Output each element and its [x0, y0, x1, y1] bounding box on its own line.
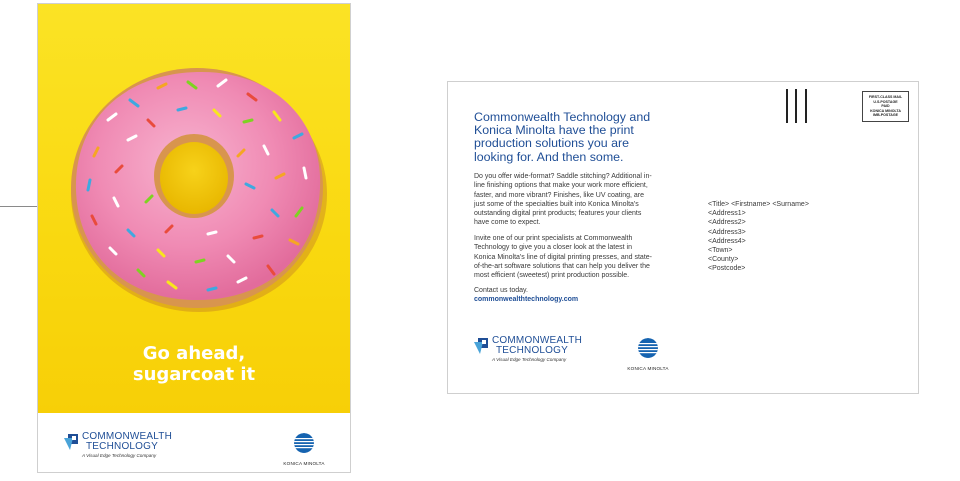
postage-line: U.S.POSTAGE [873, 99, 898, 104]
commonwealth-mark-icon [64, 432, 80, 452]
imb-barcode [786, 89, 816, 123]
postcard-front [37, 3, 351, 473]
commonwealth-name-line1: COMMONWEALTH [82, 431, 172, 442]
commonwealth-logo-back [474, 336, 584, 364]
barcode-bar [786, 89, 788, 123]
address-line: <Postcode> [708, 265, 746, 273]
body-line: Technology to give you a closer look at the latest in [474, 244, 632, 252]
front-image-panel [38, 4, 350, 413]
body-line: just some of the specialties built into Konica Minolta's [474, 200, 639, 208]
body-line: outstanding digital print products; features your clients [474, 210, 642, 218]
postage-indicia [862, 91, 909, 122]
front-footer [38, 413, 350, 472]
postage-line: FIRST-CLASS MAIL [868, 95, 903, 99]
contact-text: Contact us today. [474, 287, 528, 294]
konica-globe-icon [638, 338, 658, 358]
body-line: Do you offer wide-format? Saddle stitching? Additional in- [474, 173, 652, 180]
back-title-line: looking for. And then some. [474, 149, 624, 164]
konica-minolta-name: KONICA MINOLTA [627, 366, 669, 371]
address-line: <Title> <Firstname> <Surname> [708, 201, 809, 208]
address-line: <Address1> [708, 210, 746, 218]
postage-line: IMB-POSTAGE [872, 113, 899, 118]
back-title-line: Commonwealth Technology and [474, 110, 651, 124]
commonwealth-tagline: A Visual Edge Technology Company [492, 357, 567, 362]
back-paragraph-2 [474, 234, 682, 280]
front-headline-line1: Go ahead, [142, 343, 246, 364]
address-block [708, 200, 809, 274]
commonwealth-tagline: A Visual Edge Technology Company [82, 453, 157, 458]
body-line: line finishing options that make your work more efficient, [474, 182, 648, 190]
body-line: Konica Minolta's line of digital printing presses, and state- [474, 253, 652, 261]
commonwealth-mark-icon [474, 336, 490, 356]
konica-globe-icon [294, 433, 314, 453]
postage-line: KONICA MINOLTA [870, 108, 901, 113]
body-line: Invite one of our print specialists at Commonwealth [474, 235, 633, 242]
address-line: <Address3> [708, 228, 746, 236]
address-line: <Town> [708, 247, 733, 255]
address-line: <County> [708, 256, 739, 264]
back-title-line: production solutions you are [474, 136, 629, 151]
commonwealth-name-line2: TECHNOLOGY [86, 441, 159, 452]
barcode-bar [795, 89, 797, 123]
body-line: of-the-art software solutions that can help you deliver the [474, 262, 650, 270]
barcode-bar [805, 89, 807, 123]
body-line: have come to expect. [474, 219, 541, 227]
body-line: most efficient (sweetest) print production possible. [474, 272, 630, 280]
back-title [474, 111, 674, 164]
donut-illustration [68, 60, 328, 316]
back-paragraph-1 [474, 172, 682, 228]
konica-minolta-logo-back [624, 338, 672, 371]
front-headline-line2: sugarcoat it [132, 364, 256, 385]
postage-line: PAID [881, 104, 890, 109]
back-title-line: Konica Minolta have the print [474, 123, 634, 138]
konica-minolta-name: KONICA MINOLTA [283, 461, 325, 466]
commonwealth-logo [64, 432, 174, 460]
postcard-back [447, 81, 919, 394]
back-contact [474, 286, 682, 305]
body-line: faster, and more vibrant? Finishes, like UV coating, are [474, 191, 645, 199]
konica-minolta-logo [280, 433, 328, 466]
address-line: <Address2> [708, 219, 746, 227]
address-line: <Address4> [708, 237, 746, 245]
commonwealth-name-line2: TECHNOLOGY [496, 345, 569, 356]
commonwealth-name-line1: COMMONWEALTH [492, 335, 582, 346]
website-link[interactable]: commonwealthtechnology.com [474, 296, 579, 304]
